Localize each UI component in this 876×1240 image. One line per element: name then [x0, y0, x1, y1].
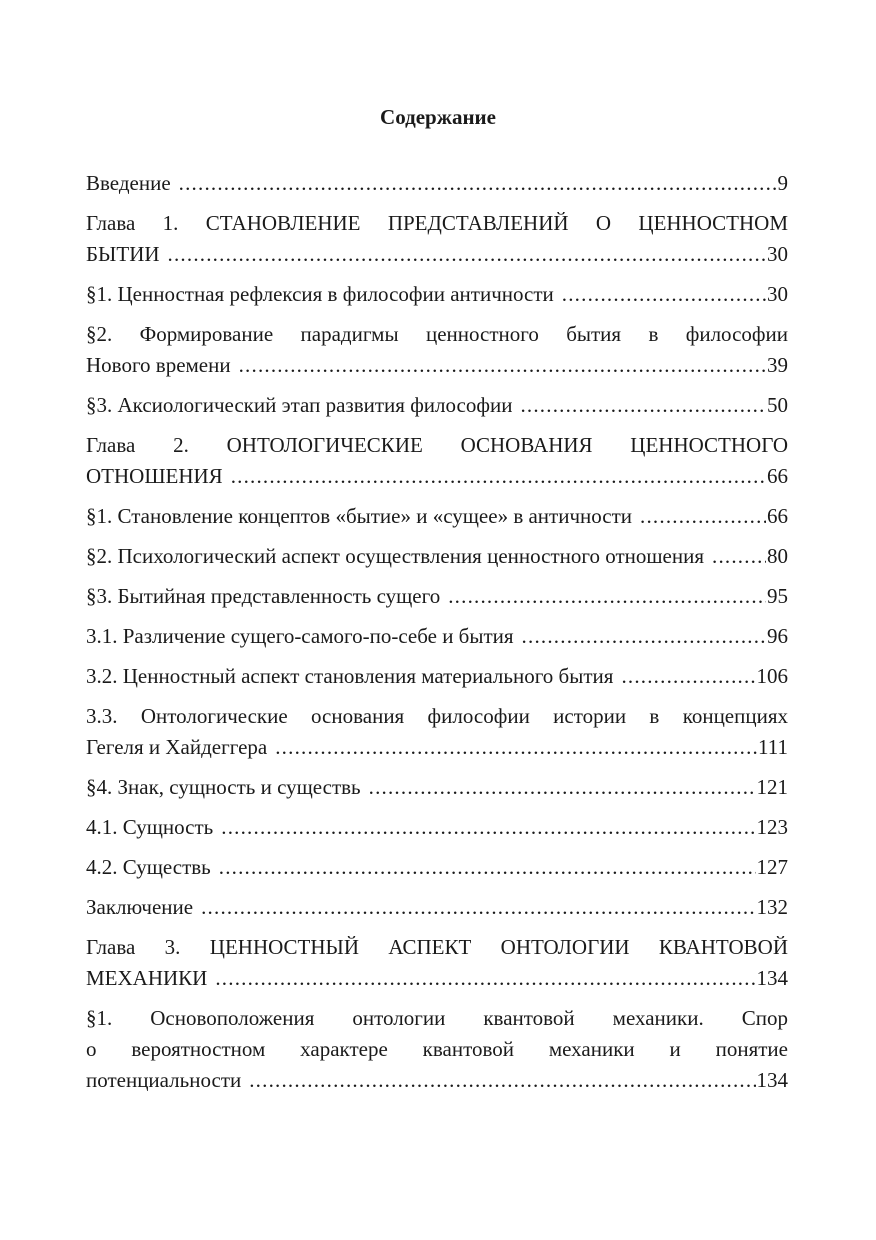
toc-entry [86, 501, 788, 532]
dot-leader [221, 812, 755, 843]
toc-entry-last-line [86, 168, 788, 199]
toc-entry-text: 3.1. Различение сущего-самого-по-себе и бытия [86, 624, 514, 648]
dot-leader [448, 581, 766, 612]
toc-page-number: 9 [777, 171, 788, 195]
dot-leader [640, 501, 766, 532]
dot-leader [621, 661, 755, 692]
toc-page-number: 39 [767, 353, 788, 377]
dot-leader [215, 963, 755, 994]
toc-entry-text: §3. Аксиологический этап развития философии [86, 393, 513, 417]
toc-entry-line [86, 1003, 788, 1034]
toc-entry-text: БЫТИИ [86, 242, 160, 266]
dot-leader [249, 1065, 755, 1096]
toc-page-number: 66 [767, 504, 788, 528]
toc-entry-last-line [86, 732, 788, 763]
toc-entry-text: Введение [86, 171, 171, 195]
toc-entry [86, 621, 788, 652]
toc-entry-text: §3. Бытийная представленность сущего [86, 584, 441, 608]
toc-entry-text: Заключение [86, 895, 194, 919]
toc-entry-text: §2. Психологический аспект осуществления ценностного отношения [86, 544, 704, 568]
toc-entry [86, 581, 788, 612]
toc-entry-text: ОТНОШЕНИЯ [86, 464, 223, 488]
dot-leader [522, 621, 766, 652]
toc-entry [86, 541, 788, 572]
toc-entry-last-line [86, 239, 788, 270]
toc-entry-last-line [86, 621, 788, 652]
table-of-contents [86, 168, 788, 1105]
toc-entry-last-line [86, 581, 788, 612]
toc-entry-text: 4.1. Сущность [86, 815, 214, 839]
toc-entry-text: 3.2. Ценностный аспект становления материального бытия [86, 664, 614, 688]
toc-page-number: 106 [756, 664, 788, 688]
toc-entry-text: §4. Знак, сущность и существь [86, 775, 361, 799]
toc-entry [86, 430, 788, 492]
toc-entry-text: потенциальности [86, 1068, 242, 1092]
toc-entry-line [86, 319, 788, 350]
toc-entry-last-line [86, 461, 788, 492]
toc-page-number: 123 [756, 815, 788, 839]
dot-leader [562, 279, 766, 310]
toc-entry [86, 279, 788, 310]
toc-page-number: 30 [767, 242, 788, 266]
toc-entry [86, 208, 788, 270]
toc-page-number: 80 [767, 544, 788, 568]
toc-entry-text: Нового времени [86, 353, 231, 377]
toc-entry-last-line [86, 279, 788, 310]
toc-entry-last-line [86, 541, 788, 572]
toc-entry-text: §1. Основоположения онтологии квантовой механики. Спор [86, 1006, 788, 1030]
toc-entry-last-line [86, 812, 788, 843]
toc-entry-text: МЕХАНИКИ [86, 966, 208, 990]
toc-entry-text: Глава 3. ЦЕННОСТНЫЙ АСПЕКТ ОНТОЛОГИИ КВАНТОВОЙ [86, 935, 788, 959]
toc-entry-last-line [86, 390, 788, 421]
dot-leader [219, 852, 756, 883]
dot-leader [179, 168, 777, 199]
toc-entry [86, 390, 788, 421]
toc-entry [86, 701, 788, 763]
toc-page-number: 127 [756, 855, 788, 879]
dot-leader [231, 461, 766, 492]
toc-entry-text: 3.3. Онтологические основания философии истории в концепциях [86, 704, 788, 728]
dot-leader [520, 390, 766, 421]
toc-page-number: 121 [756, 775, 788, 799]
toc-page-number: 134 [756, 966, 788, 990]
dot-leader [712, 541, 766, 572]
toc-page-number: 111 [758, 735, 788, 759]
toc-entry-line [86, 208, 788, 239]
toc-entry [86, 319, 788, 381]
page-title: Содержание [380, 105, 496, 129]
toc-entry-line [86, 701, 788, 732]
toc-entry [86, 1003, 788, 1096]
toc-page-number: 50 [767, 393, 788, 417]
toc-entry-last-line [86, 661, 788, 692]
toc-page-number: 134 [756, 1068, 788, 1092]
toc-page-number: 30 [767, 282, 788, 306]
dot-leader [275, 732, 757, 763]
toc-entry-last-line [86, 772, 788, 803]
toc-entry-line [86, 932, 788, 963]
toc-entry-text: §1. Становление концептов «бытие» и «сущее» в античности [86, 504, 633, 528]
dot-leader [239, 350, 766, 381]
dot-leader [168, 239, 766, 270]
toc-entry [86, 932, 788, 994]
toc-entry [86, 812, 788, 843]
toc-entry-line [86, 1034, 788, 1065]
toc-page-number: 96 [767, 624, 788, 648]
toc-entry-text: §1. Ценностная рефлексия в философии античности [86, 282, 554, 306]
toc-entry-text: §2. Формирование парадигмы ценностного бытия в философии [86, 322, 788, 346]
toc-entry-text: Глава 2. ОНТОЛОГИЧЕСКИЕ ОСНОВАНИЯ ЦЕННОСТНОГО [86, 433, 788, 457]
toc-entry [86, 772, 788, 803]
toc-entry [86, 892, 788, 923]
toc-entry [86, 661, 788, 692]
toc-entry-last-line [86, 350, 788, 381]
toc-entry [86, 168, 788, 199]
toc-page-number: 132 [756, 895, 788, 919]
toc-entry-text: 4.2. Существь [86, 855, 211, 879]
toc-entry-last-line [86, 892, 788, 923]
dot-leader [369, 772, 756, 803]
toc-entry [86, 852, 788, 883]
toc-page-number: 66 [767, 464, 788, 488]
dot-leader [201, 892, 755, 923]
toc-entry-text: Глава 1. СТАНОВЛЕНИЕ ПРЕДСТАВЛЕНИЙ О ЦЕННОСТНОМ [86, 211, 788, 235]
toc-entry-text: Гегеля и Хайдеггера [86, 735, 268, 759]
toc-entry-text: о вероятностном характере квантовой механики и понятие [86, 1037, 788, 1061]
toc-entry-last-line [86, 852, 788, 883]
toc-entry-last-line [86, 1065, 788, 1096]
toc-entry-last-line [86, 501, 788, 532]
toc-entry-last-line [86, 963, 788, 994]
toc-entry-line [86, 430, 788, 461]
toc-page-number: 95 [767, 584, 788, 608]
